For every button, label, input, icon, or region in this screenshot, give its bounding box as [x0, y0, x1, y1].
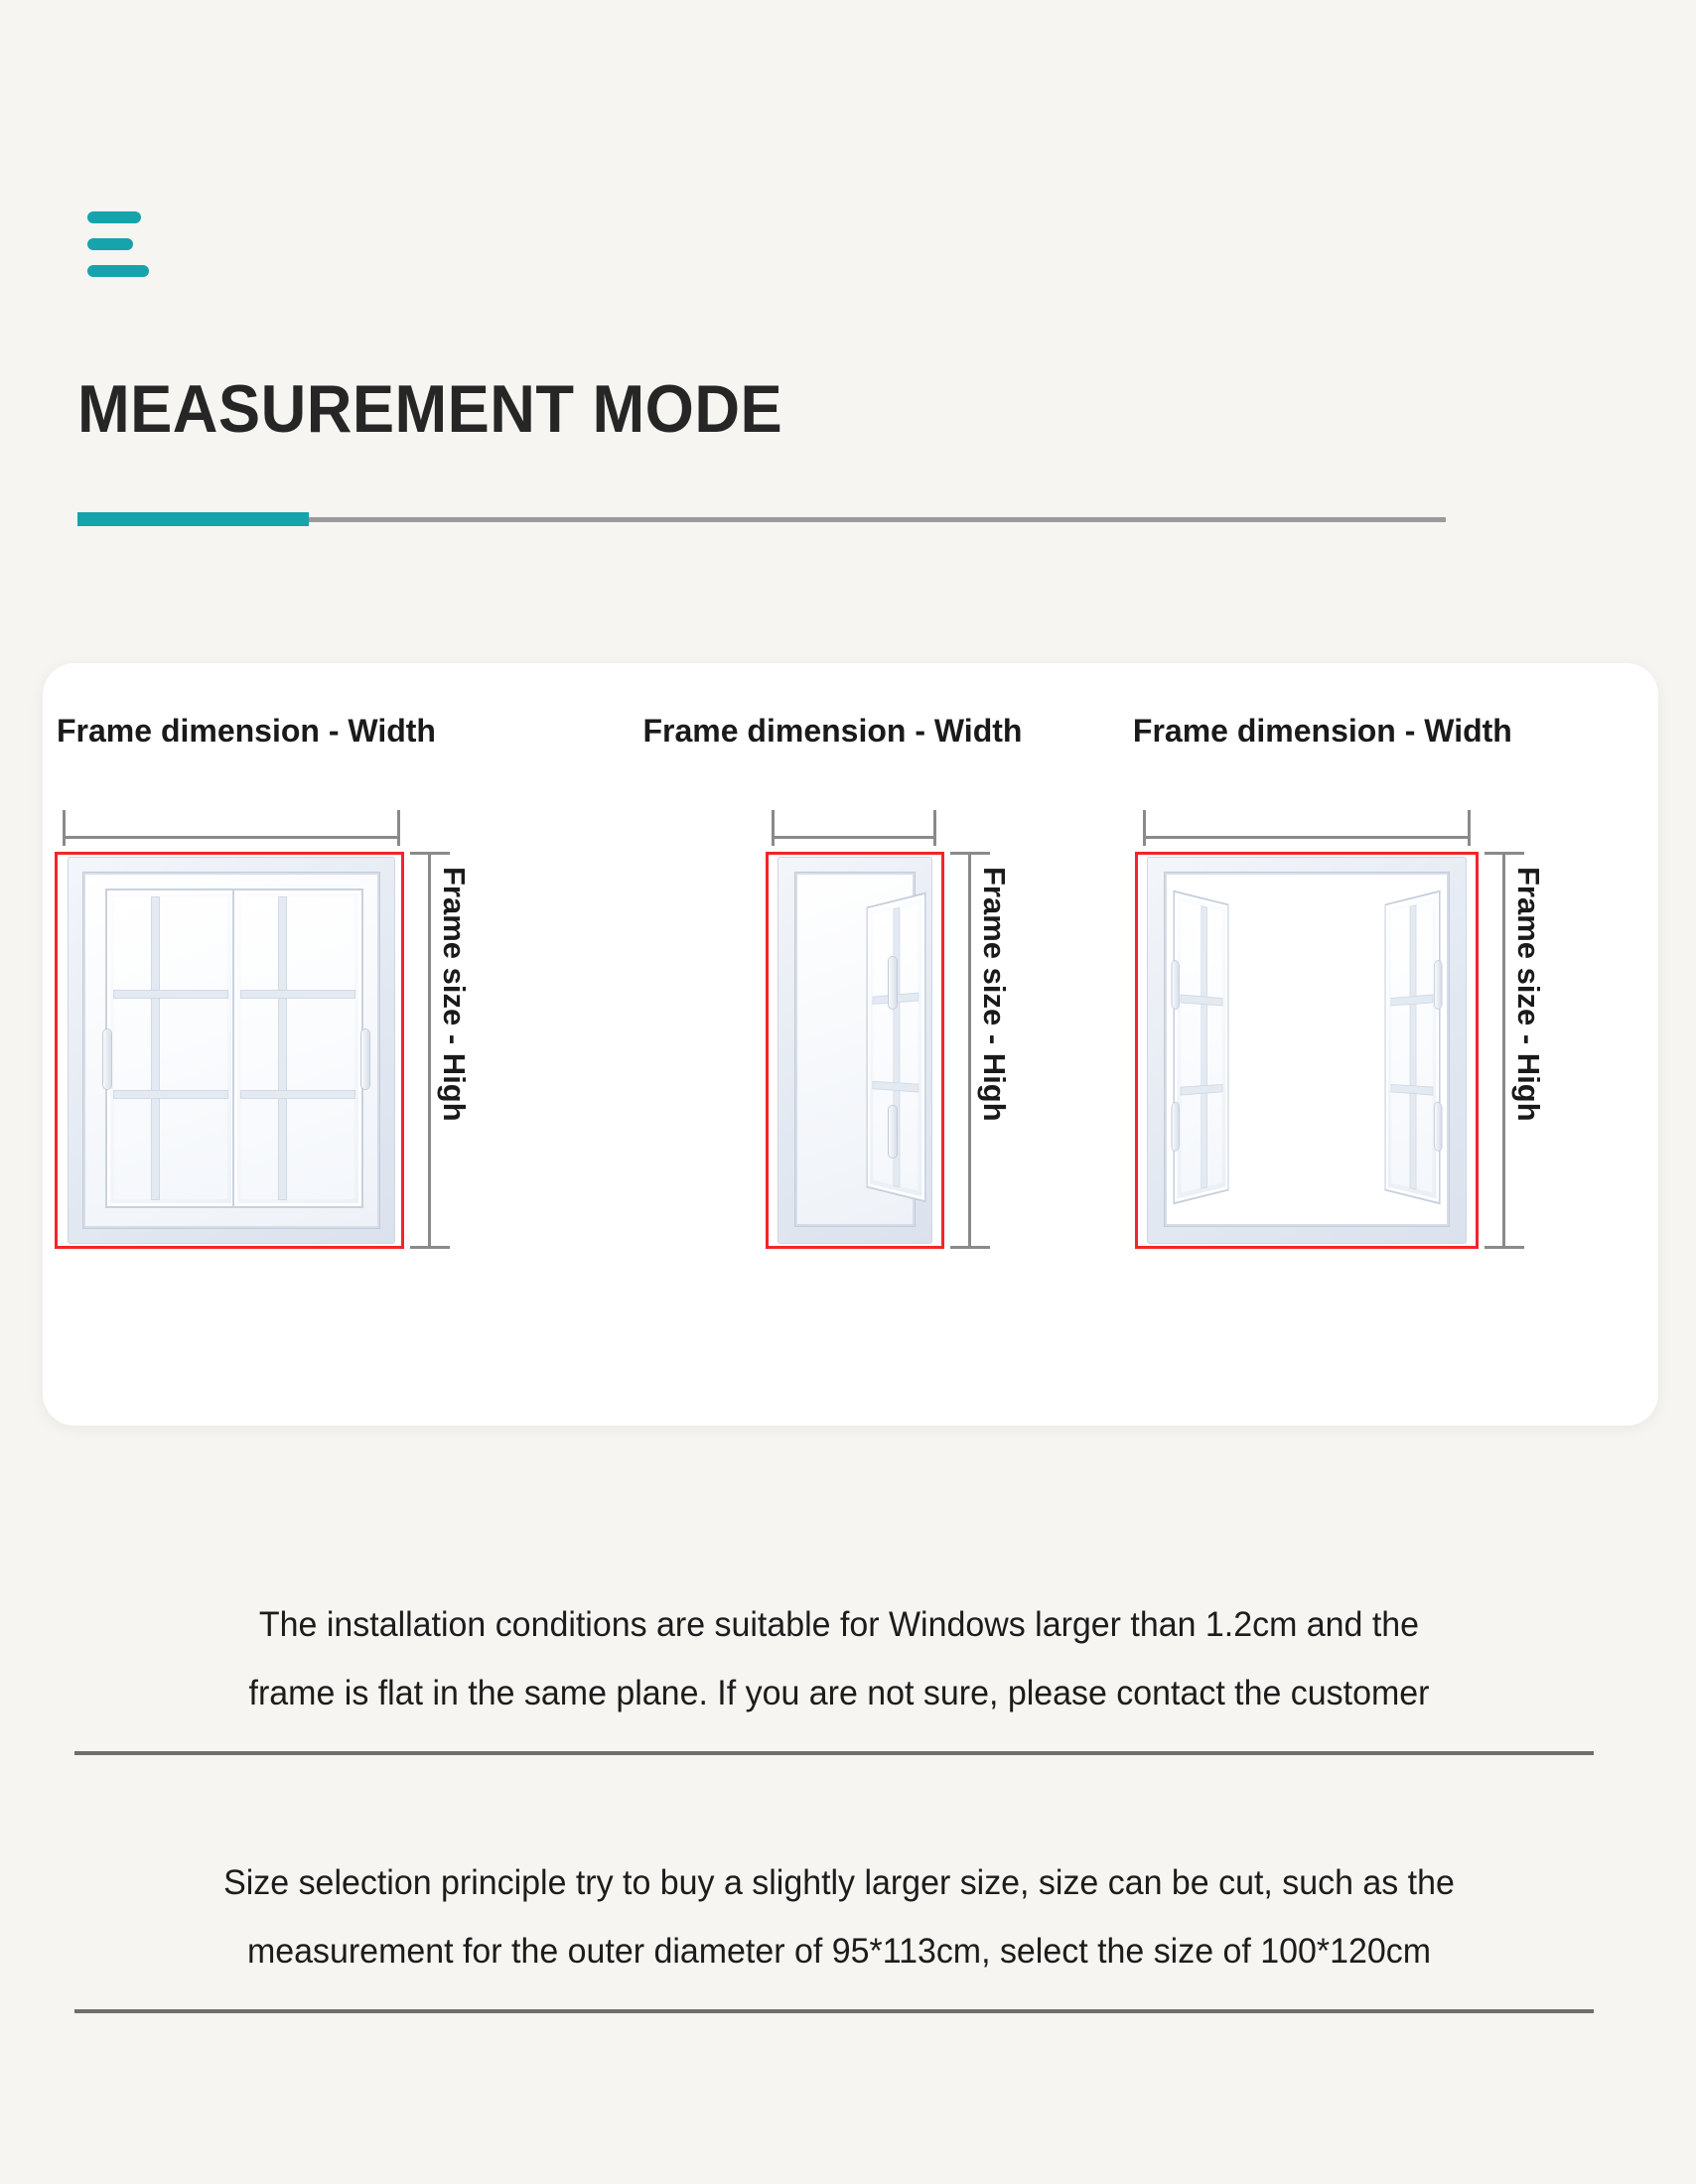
width-dimension-rule-1 [63, 836, 400, 839]
muntin-horizontal-1a [114, 991, 227, 998]
window-handle-left-top-3 [1172, 960, 1178, 1009]
diagram-single-casement-window [633, 663, 1124, 1426]
measurement-diagram-card [43, 663, 1658, 1426]
window-frame-inner-2 [795, 873, 915, 1226]
size-selection-note-line-2: measurement for the outer diameter of 95*113cm, select the size of 100*120cm [246, 1932, 1432, 1971]
window-handle-top-2 [889, 957, 897, 1009]
hamburger-bar-bottom [87, 265, 149, 277]
width-tick-left-3 [1143, 810, 1146, 846]
height-tick-bottom-3 [1484, 1246, 1524, 1249]
note-divider-2 [74, 2009, 1594, 2013]
hamburger-menu-icon[interactable] [87, 211, 157, 277]
note-divider-1 [74, 1751, 1594, 1755]
size-selection-note-line-1: Size selection principle try to buy a slightly larger size, size can be cut, such as the [223, 1863, 1455, 1902]
height-dimension-rule-3 [1502, 852, 1505, 1249]
window-glass-right-3 [1391, 901, 1432, 1192]
hamburger-bar-top [87, 211, 141, 223]
height-tick-bottom-1 [410, 1246, 450, 1249]
installation-note-line-2: frame is flat in the same plane. If you are not sure, please contact the customer [248, 1674, 1430, 1712]
width-tick-left-1 [63, 810, 66, 846]
window-frame-inner-1 [83, 873, 379, 1228]
width-tick-left-2 [772, 810, 775, 846]
muntin-horizontal-1d [241, 1091, 354, 1098]
window-glass-left-3 [1181, 901, 1221, 1192]
height-dimension-rule-1 [428, 852, 431, 1249]
height-tick-bottom-2 [950, 1246, 990, 1249]
muntin-vertical-3b [1410, 905, 1415, 1188]
muntin-vertical-1a [152, 897, 159, 1199]
window-handle-right-1 [361, 1029, 369, 1089]
height-label-2: Frame size - High [977, 867, 1013, 1122]
muntin-horizontal-1c [241, 991, 354, 998]
width-label-2: Frame dimension - Width [642, 713, 1023, 749]
diagram-double-casement-window [1125, 663, 1658, 1426]
width-dimension-rule-2 [772, 836, 936, 839]
window-frame-3 [1147, 857, 1467, 1244]
window-sash-left-1 [107, 890, 234, 1206]
page-title: MEASUREMENT MODE [77, 371, 783, 447]
width-tick-right-2 [933, 810, 936, 846]
window-handle-right-top-3 [1435, 960, 1441, 1009]
width-dimension-line-1 [63, 810, 400, 846]
window-glass-right-1 [241, 897, 354, 1199]
installation-note-line-1: The installation conditions are suitable for Windows larger than 1.2cm and the [258, 1605, 1420, 1644]
width-dimension-line-2 [772, 810, 936, 846]
height-dimension-rule-2 [968, 852, 971, 1249]
size-selection-note [97, 1848, 1581, 1985]
window-sash-right-1 [234, 890, 361, 1206]
width-tick-right-1 [397, 810, 400, 846]
window-handle-left-bottom-3 [1172, 1103, 1178, 1152]
hamburger-bar-middle [87, 238, 133, 250]
width-dimension-line-3 [1143, 810, 1471, 846]
height-label-1: Frame size - High [437, 867, 472, 1122]
diagram-row [43, 663, 1658, 1426]
window-handle-bottom-2 [889, 1106, 897, 1158]
height-label-3: Frame size - High [1510, 867, 1546, 1122]
width-tick-right-3 [1468, 810, 1471, 846]
accent-rule-teal-block [77, 512, 309, 526]
width-dimension-rule-3 [1143, 836, 1471, 839]
diagram-sliding-window [43, 663, 633, 1426]
width-label-1: Frame dimension - Width [57, 713, 436, 749]
muntin-horizontal-1b [114, 1091, 227, 1098]
window-open-leaf-right-3 [1386, 892, 1439, 1202]
window-open-leaf-left-3 [1175, 892, 1227, 1202]
width-label-3: Frame dimension - Width [1132, 713, 1512, 749]
window-frame-2 [777, 857, 932, 1244]
accent-rule-grey-line [306, 517, 1446, 522]
title-accent-rule [77, 512, 1446, 526]
window-frame-inner-3 [1165, 873, 1449, 1226]
window-handle-right-bottom-3 [1435, 1103, 1441, 1152]
window-handle-left-1 [103, 1029, 111, 1089]
muntin-vertical-1b [279, 897, 286, 1199]
window-glass-left-1 [114, 897, 227, 1199]
window-frame-1 [68, 857, 395, 1244]
muntin-horizontal-3a [1181, 995, 1221, 1005]
installation-note [97, 1590, 1581, 1727]
muntin-vertical-3a [1201, 906, 1206, 1187]
